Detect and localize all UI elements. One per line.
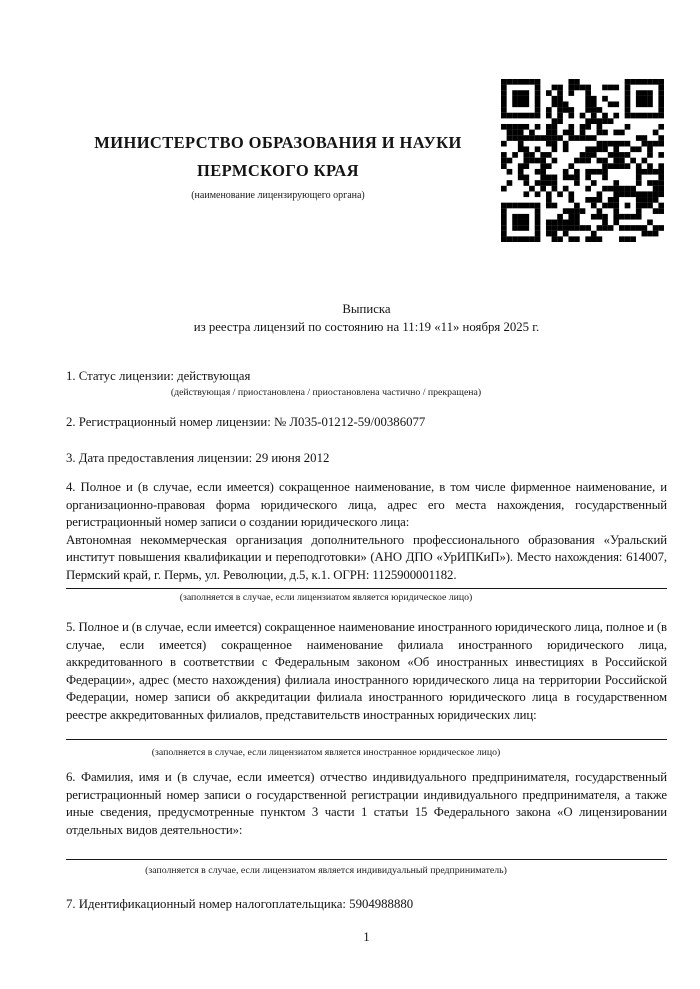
field-legal-entity <box>66 479 667 584</box>
field-foreign-entity-blank-line <box>66 739 667 740</box>
field-license-grant-date: 3. Дата предоставления лицензии: 29 июня 2012 <box>66 451 330 465</box>
field-legal-entity-caption: (заполняется в случае, если лицензиатом является юридическое лицо) <box>179 592 473 603</box>
field-legal-entity-label: 4. Полное и (в случае, если имеется) сокращенное наименование, в том числе фирменное наименование, и организационно-правовая форма юридического лица, адрес его места нахождения, государственный регистрационный номер записи о создании юридического лица: <box>66 480 667 529</box>
field-legal-entity-value: Автономная некоммерческая организация дополнительного профессионального образования «Уральский институт повышения квалификации и переподготовки» (АНО ДПО «УрИПКиП»). Место нахождения: 614007, Пермский край, г. Пермь, ул. Революции, д.5, к.1. ОГРН: 1125900001182. <box>66 532 667 582</box>
field-license-status: 1. Статус лицензии: действующая <box>66 369 251 383</box>
ministry-caption: (наименование лицензирующего органа) <box>191 190 365 201</box>
field-legal-entity-underline <box>66 588 667 589</box>
ministry-name-line1: МИНИСТЕРСТВО ОБРАЗОВАНИЯ И НАУКИ <box>94 133 462 152</box>
field-individual-entrepreneur-label: 6. Фамилия, имя и (в случае, если имеется) отчество индивидуального предпринимателя, государственный регистрационный номер записи о государственной регистрации индивидуального предпринимателя, а также иные сведения, предусмотренные пунктом 3 части 1 статьи 15 Федерального закона «О лицензировании отдельных видов деятельности»: <box>66 770 667 837</box>
document-subtitle: из реестра лицензий по состоянию на 11:19 «11» ноября 2025 г. <box>193 319 540 334</box>
qr-code-icon <box>501 79 664 242</box>
field-taxpayer-number: 7. Идентификационный номер налогоплательщика: 5904988880 <box>66 897 414 911</box>
field-individual-entrepreneur-caption: (заполняется в случае, если лицензиатом является индивидуальный предприниматель) <box>145 865 507 876</box>
field-individual-entrepreneur <box>66 769 667 839</box>
licensing-authority-header <box>66 129 490 202</box>
ministry-name-line2: ПЕРМСКОГО КРАЯ <box>197 161 359 180</box>
document-title-block <box>66 301 667 336</box>
field-foreign-entity-caption: (заполняется в случае, если лицензиатом является иностранное юридическое лицо) <box>151 747 501 758</box>
field-foreign-entity <box>66 619 667 724</box>
field-foreign-entity-label: 5. Полное и (в случае, если имеется) сокращенное наименование иностранного юридического лица, полное и (в случае, если имеется) сокращенное наименование филиала иностранного юридического лица, аккредитованного в соответствии с Федеральным законом «Об иностранных инвестициях в Российской Федерации», адрес (место нахождения) филиала иностранного юридического лица на территории Российской Федерации, номер записи об аккредитации филиала иностранного юридического лица в государственном реестре аккредитованных филиалов, представительств иностранных юридических лиц: <box>66 620 667 722</box>
page-number: 1 <box>363 930 370 944</box>
field-individual-entrepreneur-blank-line <box>66 859 667 860</box>
document-title: Выписка <box>342 302 391 316</box>
field-registration-number: 2. Регистрационный номер лицензии: № Л035-01212-59/00386077 <box>66 415 426 429</box>
field-license-status-caption: (действующая / приостановлена / приостановлена частично / прекращена) <box>170 387 482 398</box>
